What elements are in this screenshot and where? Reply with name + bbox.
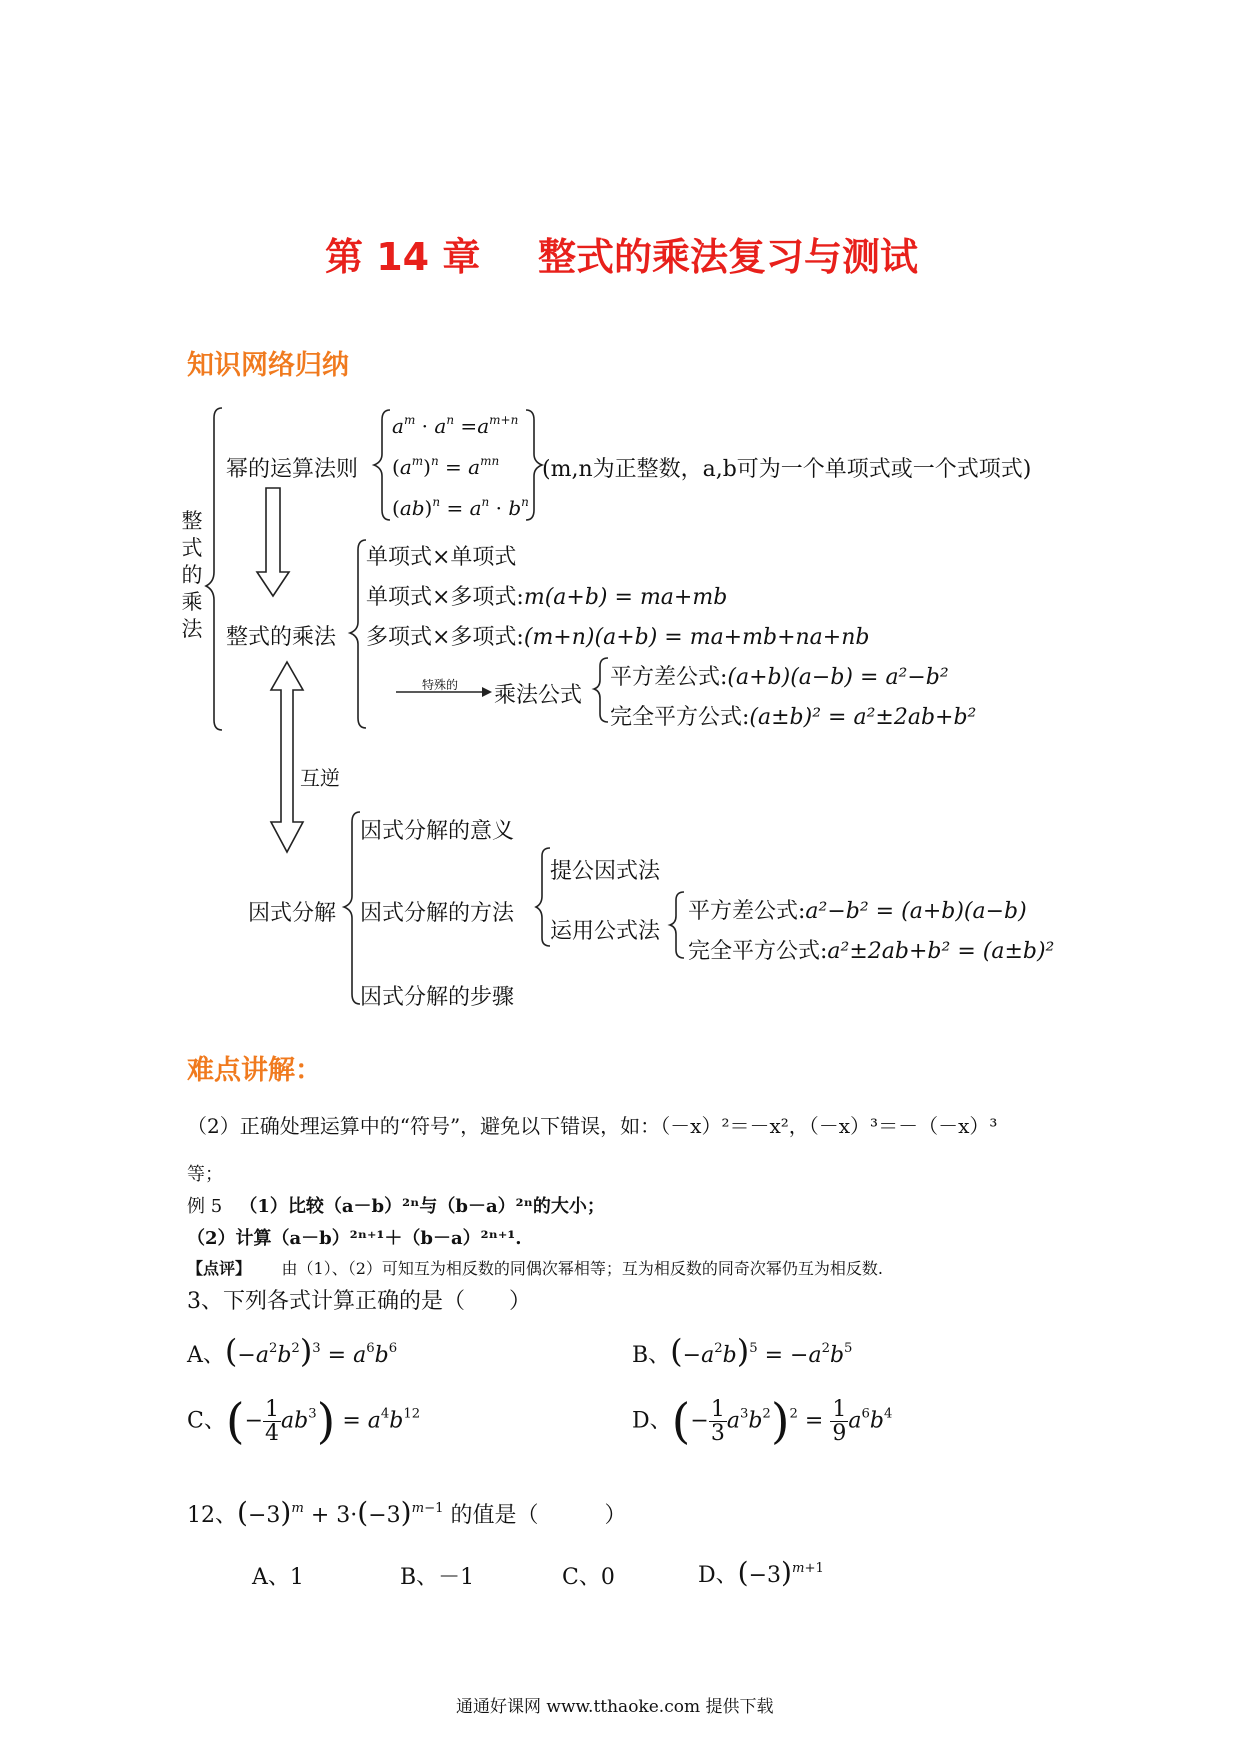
section-knowledge-network: 知识网络归纳 — [187, 350, 349, 381]
power-rules-label: 幂的运算法则 — [226, 457, 359, 482]
root-label — [180, 508, 204, 643]
power-rules-note: (m,n为正整数，a,b可为一个单项式或一个式项式) — [542, 457, 1032, 482]
q12-option-c: C、0 — [562, 1565, 615, 1590]
double-arrow-icon — [271, 662, 303, 852]
special-formulas-label: 乘法公式 — [494, 683, 583, 708]
q12-option-d: D、$(-3)^{m+1}$ — [698, 1556, 824, 1589]
mono-times-mono: 单项式×单项式 — [366, 545, 517, 570]
comment: 【点评】 由（1）、（2）可知互为相反数的同偶次幂相等；互为相反数的同奇次幂仍互为相反数. — [187, 1259, 883, 1278]
example-5-part-2: （2）计算（a－b）²ⁿ⁺¹＋（b－a）²ⁿ⁺¹. — [187, 1228, 522, 1249]
root-label-char: 乘 — [181, 590, 203, 614]
factorization-meaning: 因式分解的意义 — [360, 819, 515, 844]
difficulty-line-2: 等； — [187, 1164, 223, 1185]
power-rules-brace — [374, 410, 390, 520]
root-label-char: 法 — [181, 617, 203, 641]
q3-option-d: D、(− $\frac{1}{3}$ $a^3b^2)^2$ = $\frac{1}{9}$ $a^6b^4$ — [632, 1393, 893, 1450]
q12-stem: 12、$(-3)^m + 3\cdot(-3)^{m-1}$ 的值是（ ） — [187, 1496, 627, 1529]
formula-method-brace — [670, 892, 684, 958]
common-factor-method: 提公因式法 — [550, 859, 661, 884]
q12-option-b: B、－1 — [400, 1565, 475, 1590]
factorization-steps: 因式分解的步骤 — [360, 985, 515, 1010]
factor-square-difference: 平方差公式:a²−b² = (a+b)(a−b) — [688, 899, 1027, 924]
multiplication-brace — [350, 540, 366, 728]
factorization-method: 因式分解的方法 — [360, 901, 515, 926]
method-brace — [536, 848, 550, 946]
q3-option-b: B、$(-a^2b)^5 = -a^2b^5$ — [632, 1332, 853, 1370]
example-5: 例 5 （1）比较（a－b）²ⁿ与（b－a）²ⁿ的大小； — [187, 1196, 605, 1217]
factorization-brace — [344, 812, 360, 1004]
special-arrow-head-icon — [482, 687, 492, 697]
difficulty-line-1: （2）正确处理运算中的“符号”，避免以下错误，如：（－x）²＝－x²，（－x）³＝－（－x）³ — [187, 1114, 998, 1138]
power-rule-3: $(ab)^n = a^n \cdot b^n$ — [392, 495, 529, 520]
perfect-square-formula: 完全平方公式:(a±b)² = a²±2ab+b² — [610, 705, 977, 730]
q12-option-a: A、1 — [252, 1565, 304, 1590]
power-rule-1: $a^m \cdot a^n =a^{m+n}$ — [392, 413, 519, 438]
poly-times-poly: 多项式×多项式:(m+n)(a+b) = ma+mb+na+nb — [366, 625, 870, 650]
formula-method: 运用公式法 — [550, 919, 661, 944]
root-label-char: 的 — [181, 563, 203, 587]
root-brace — [206, 408, 222, 730]
chapter-number: 第 14 章 — [325, 235, 481, 279]
special-formula-brace — [594, 658, 608, 722]
factorization-label: 因式分解 — [248, 901, 337, 926]
power-rule-2: $(a^m)^n = a^{mn}$ — [392, 454, 500, 479]
multiplication-label: 整式的乘法 — [226, 625, 337, 650]
down-arrow-icon — [257, 488, 289, 596]
q3-option-a: A、$(-a^2b^2)^3 = a^6b^6$ — [187, 1332, 398, 1370]
section-difficulty: 难点讲解： — [187, 1055, 322, 1086]
q3-stem: 3、下列各式计算正确的是（ ） — [187, 1289, 531, 1314]
chapter-title: 整式的乘法复习与测试 — [538, 235, 919, 279]
footer: 通通好课网 www.tthaoke.com 提供下载 — [456, 1697, 774, 1717]
square-difference-formula: 平方差公式:(a+b)(a−b) = a²−b² — [610, 665, 949, 690]
root-label-char: 式 — [181, 536, 203, 560]
factor-perfect-square: 完全平方公式:a²±2ab+b² = (a±b)² — [688, 939, 1055, 964]
special-arrow-label: 特殊的 — [422, 678, 459, 692]
root-label-char: 整 — [181, 509, 203, 533]
inverse-label: 互逆 — [300, 766, 340, 790]
q3-option-c: C、(− $\frac{1}{4}$ $ab^3) = a^4b^{12}$ — [187, 1393, 421, 1450]
mono-times-poly: 单项式×多项式:m(a+b) = ma+mb — [366, 585, 728, 610]
